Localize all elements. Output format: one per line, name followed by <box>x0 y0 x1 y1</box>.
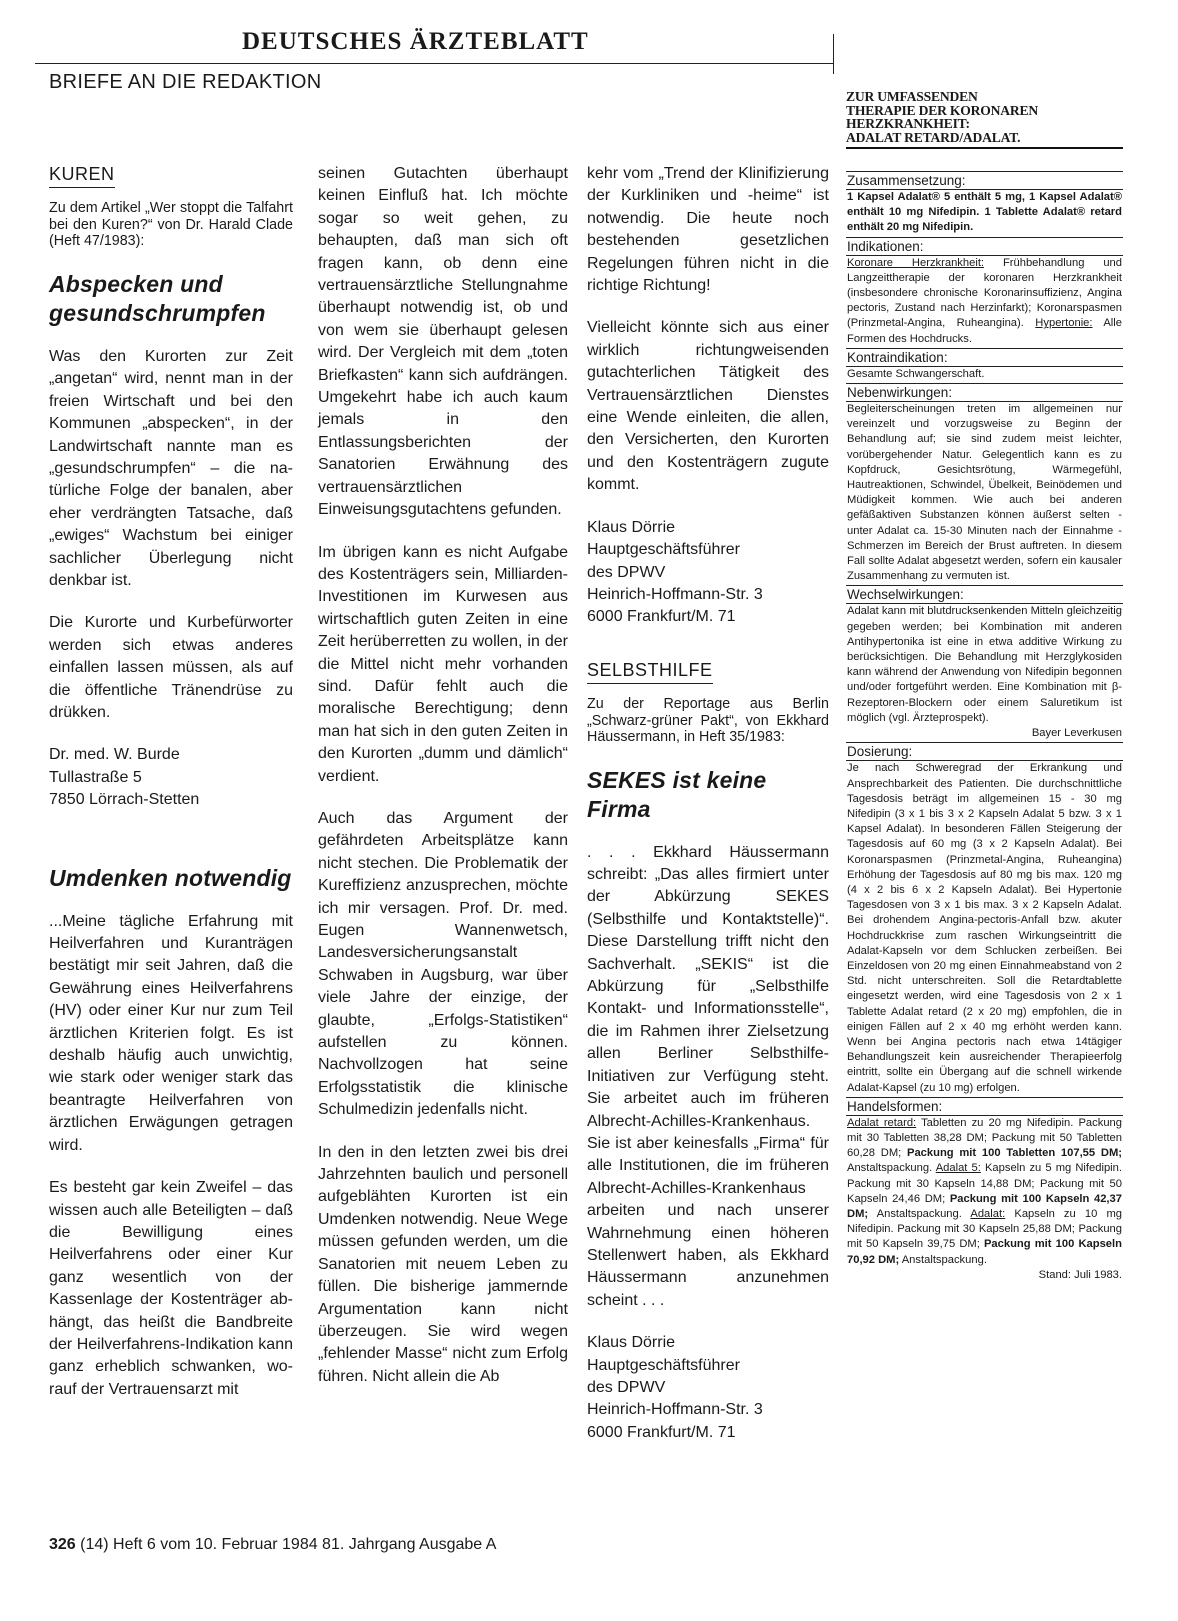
ad-title-line: HERZKRANKHEIT: <box>846 116 970 131</box>
ad-dosierung: Je nach Schweregrad der Erkrankung und Ansprechbarkeit des Patienten. Die durchschnittliche Tagesdosis beträgt im allgemeinen 15 - 30 mg Nifedipin (3 x 1 bis 3 x 2 Kapseln Adalat 5 bzw. 3 x 1 Kapsel Adalat). In besonderen Fällen Steigerung der Tagesdosis auf 60 mg (3 x 2 Kapseln Adalat). Bei Koronarspasmen (Prinzmetal-Angina, Ruheangina) Erhöhung der Tagesdosis auf 80 mg bis max. 120 mg (4 x 2 bis 6 x 2 Kapseln Adalat). Bei Hypertonie Tagesdosen von 3 x 1 bis max. 3 x 2 Kapseln Adalat. Bei drohendem Angina-pectoris-Anfall bzw. akuter Hochdruckkrise zum raschen Wirkungseintritt die Adalat-Kapseln vor dem Schlucken zerbeißen. Bei Einzeldosen von 20 mg einen Einnahmeabstand von 2 Std. nicht unterschreiten. Soll die Retardtablette eingesetzt werden, wird eine Tagesdosis von 2 x 1 Tablette Adalat retard (2 x 20 mg) empfohlen, die in einigen Fällen auf 2 x 40 mg erhöht werden kann. Wenn bei Angina pectoris nach etwa 14tägiger Behandlungszeit kein ausreichender Therapieerfolg eintritt, sollte ein Übergang auf die schnell wirkende Adalat-Kapsel (zu 10 mg) erfolgen. <box>847 762 1122 1094</box>
paragraph: Was den Kurorten zur Zeit „angetan“ wird, nennt man in der freien Wirtschaft und bei den Kommunen „abspecken“, in der Landwirtschaft nannte man es „gesundschrumpfen“ – die natürliche Folge der banalen, aber eher verdrängten Tatsache, daß „ewiges“ Wachstum bei einiger sachlicher Überlegung nicht denkbar ist. <box>49 347 293 589</box>
intro-selbsthilfe: Zu der Reportage aus Berlin „Schwarz-grüner Pakt“, von Ekkhard Häussermann, in Heft 35/1983: <box>587 696 829 746</box>
ad-text: Adalat 5: <box>935 1162 981 1175</box>
ad-text: Anstaltspackung. <box>868 1207 971 1220</box>
ad-text: Alle Formen des Hochdrucks. <box>847 317 1122 345</box>
signature-line: Heinrich-Hoffmann-Str. 3 <box>587 1401 763 1419</box>
ad-title-line: ADALAT RETARD/ADALAT. <box>846 129 1021 145</box>
paragraph: . . . Ekkhard Häussermann schreibt: „Das alles firmiert unter der Abkürzung SEKES (Selbsthilfe und Kontaktstelle)“. Diese Darstellung trifft nicht den Sachverhalt. „SEKIS“ ist die Abkürzung für „Selbsthilfe Kontakt- und Informationsstelle“, die im Rahmen ihrer Zielsetzung allen Berliner Selbsthilfe-Initiativen zur Verfügung steht. Sie arbeitet auch im früheren Albrecht-Achilles-Krankenhaus. Sie ist aber keinesfalls „Firma“ für alle Institutionen, die im früheren Albrecht-Achilles-Krankenhaus arbeiten und nach unserer Wahrnehmung einen höheren Stellenwert haben, als Ekkhard Häussermann anzunehmen scheint . . . <box>587 843 829 1309</box>
paragraph: ...Meine tägliche Erfahrung mit Heilverfahren und Kuranträgen bestätigt mir seit Jahren, daß die Gewährung eines Heilverfahrens (HV) oder einer Kur nur zum Teil ärztlichen Kriterien folgt. Es ist deshalb häufig auch unwichtig, wie stark oder weniger stark das beantragte Heilverfahren von ärztlichen Erwägungen getragen wird. <box>49 912 293 1154</box>
signature-line: 7850 Lörrach-Stetten <box>49 791 200 809</box>
ad-heading-indikationen: Indikationen: <box>846 237 1123 256</box>
masthead-divider <box>833 34 834 74</box>
headline-umdenken: Umdenken notwendig <box>49 864 292 891</box>
section-kuren: KUREN <box>49 163 115 188</box>
issue-info: (14) Heft 6 vom 10. Februar 1984 81. Jahrgang Ausgabe A <box>80 1536 497 1553</box>
ad-text: Frühbehandlung und Langzeittherapie der koronaren Herzkrankheit (insbesondere chronische Koronarinsuffizienz, Angina pectoris, Zustand nach Herzinfarkt); Koronarspasmen (Prinzmetal-Angina, Ruheangina). <box>847 256 1122 330</box>
signature-doerrie <box>587 1332 829 1444</box>
signature-line: des DPWV <box>587 1378 666 1396</box>
ad-heading-dosierung: Dosierung: <box>846 742 1123 761</box>
ad-heading-nebenwirkungen: Nebenwirkungen: <box>846 383 1123 402</box>
ad-text: Packung mit 100 Kapseln 70,92 DM; <box>847 1238 1122 1266</box>
signature-stadel <box>587 517 829 629</box>
page-number: 326 <box>49 1536 76 1553</box>
paragraph: Die Kurorte und Kurbefürworter werden sich etwas anderes einfallen lassen müssen, als auf die öffentliche Tränendrüse zu drükken. <box>49 614 293 721</box>
paragraph: Es besteht gar kein Zweifel – das wissen auch alle Beteiligten – daß die Bewilligung eines Heilverfahrens oder einer Kur ganz wesentlich von der Kassenlage der Kostenträger abhängt, das heißt die Bandbreite der Heilverfahrens-Indikation kann ganz erheblich schwanken, worauf der Vertrauensarzt mit <box>49 1179 293 1398</box>
ad-heading-handelsformen: Handelsformen: <box>846 1097 1123 1116</box>
masthead: DEUTSCHES ÄRZTEBLATT <box>242 28 589 55</box>
ad-text: Tabletten zu 20 mg Nifedipin. Packung mit 30 Tabletten 38,28 DM; Packung mit 50 Tabletten 60,28 DM; <box>847 1116 1122 1160</box>
signature-line: 6000 Frankfurt/M. 71 <box>587 608 736 626</box>
ad-heading-zusammensetzung: Zusammensetzung: <box>846 171 1123 190</box>
headline-sekes: SEKES ist keine Firma <box>587 766 767 822</box>
ad-text: Kapseln zu 5 mg Nifedipin. Packung mit 30 Kapseln 14,88 DM; Packung mit 50 Kapseln 24,46 DM; <box>847 1162 1122 1205</box>
ad-text: Adalat retard: <box>847 1116 917 1129</box>
signature-line: Klaus Dörrie <box>587 1334 676 1352</box>
ad-handelsformen <box>846 1116 1123 1268</box>
ad-text: Adalat: <box>970 1207 1006 1220</box>
rubric: BRIEFE AN DIE REDAKTION <box>49 71 322 93</box>
page-footer <box>49 1536 496 1554</box>
paragraph: Vielleicht könnte sich aus einer wirklich richtungweisenden gutachterlichen Tätigkeit des Vertrauensärztlichen Dienstes eine Wende einleiten, die allen, den Versicherten, den Kurorten und den Kostenträgern zugute kommt. <box>587 319 829 494</box>
signature-burde <box>49 744 293 811</box>
column-2 <box>318 163 568 1388</box>
ad-kontraindikation: Gesamte Schwangerschaft. <box>847 367 985 380</box>
ad-text: Anstaltspackung. <box>899 1253 987 1266</box>
ad-text: Koronare Herzkrankheit: <box>847 256 985 269</box>
column-3 <box>587 163 829 1444</box>
signature-line: Hauptgeschäftsführer <box>587 1356 740 1374</box>
paragraph: kehr vom „Trend der Klinifizierung der Kurkliniken und -heime“ ist notwendig. Die heute noch bestehenden gesetzlichen Regelungen führen nicht in die richtige Richtung! <box>587 165 829 295</box>
ad-title <box>846 90 1123 149</box>
signature-line: Tullastraße 5 <box>49 768 142 786</box>
column-1 <box>49 163 293 1401</box>
section-selbsthilfe: SELBSTHILFE <box>587 659 713 684</box>
header-rule <box>35 63 833 64</box>
ad-stand: Stand: Juli 1983. <box>1038 1268 1122 1281</box>
ad-title-line: THERAPIE DER KORONAREN <box>846 102 1038 118</box>
ad-text: Packung mit 100 Tabletten 107,55 DM; <box>906 1147 1122 1160</box>
ad-text: Kapseln zu 10 mg Nifedipin. Packung mit 30 Kapseln 25,88 DM; Packung mit 50 Kapseln 39,75 DM; <box>847 1207 1122 1251</box>
signature-line: Dr. med. W. Burde <box>49 746 180 764</box>
ad-manufacturer: Bayer Leverkusen <box>1031 727 1122 740</box>
ad-text: Anstaltspackung. <box>847 1162 936 1175</box>
intro-kuren: Zu dem Artikel „Wer stoppt die Talfahrt bei den Kuren?“ von Dr. Harald Clade (Heft 47/1983): <box>49 200 293 250</box>
ad-indikationen <box>846 256 1123 347</box>
ad-title-line: ZUR UMFASSENDEN <box>846 89 978 104</box>
ad-text: Packung mit 100 Kapseln 42,37 DM; <box>847 1192 1122 1220</box>
paragraph: In den in den letzten zwei bis drei Jahrzehnten baulich und personell aufgeblähten Kurorten ist ein Umdenken notwendig. Neue Wege müssen gefunden werden, um die Sanatorien mit neuem Leben zu füllen. Die bisherige jammernde Argumentation kann nicht überzeugen. Sie wird wegen „fehlender Masse“ nicht zum Erfolg führen. Nicht allein die Ab <box>318 1143 568 1385</box>
signature-line: 6000 Frankfurt/M. 71 <box>587 1423 736 1441</box>
ad-nebenwirkungen: Begleiterscheinungen treten im allgemeinen nur vereinzelt und vorzugsweise zu Beginn der Behandlung auf; sie sind zudem meist leichter, vorübergehender Natur. Gelegentlich kann es zu Kopfdruck, Gesichtsrötung, Wärmegefühl, Hautreaktionen, Schwindel, Übelkeit, Beinödemen und Müdigkeit kommen. Wie auch bei anderen gefäßaktiven Substanzen können äußerst selten - unter Adalat ca. 15-30 Minuten nach der Einnahme - Schmerzen im Bereich der Brust auftreten. In diesem Fall sollte Adalat abgesetzt werden, sofern ein kausaler Zusammenhang zu vermuten ist. <box>847 403 1122 583</box>
signature-line: des DPWV <box>587 563 666 581</box>
signature-line: Klaus Dörrie <box>587 518 676 536</box>
ad-text: Hypertonie: <box>1035 317 1093 330</box>
paragraph: Auch das Argument der gefährdeten Arbeitsplätze kann nicht stechen. Die Problematik der Kureffizienz anzusprechen, möchte ich mir versagen. Prof. Dr. med. Eugen Wannenwetsch, Landesversicherungsanstalt Schwaben in Augsburg, war über viele Jahre der einzige, der glaubte, „Erfolgs-Statistiken“ aufstellen zu können. Nachvollzogen hat seine Erfolgsstatistik die klinische Schulmedizin jedenfalls nicht. <box>318 809 568 1119</box>
adalat-advertisement <box>846 90 1123 1283</box>
signature-line: Heinrich-Hoffmann-Str. 3 <box>587 585 763 603</box>
ad-heading-wechselwirkungen: Wechselwirkungen: <box>846 585 1123 604</box>
ad-heading-kontraindikation: Kontraindikation: <box>846 348 1123 367</box>
paragraph: Im übrigen kann es nicht Aufgabe des Kostenträgers sein, Milliarden-Investitionen im Kurwesen aus wirtschaftlich guten Zeiten in eine Zeit herüberretten zu wollen, in der die Mittel nicht mehr vorhanden sind. Dafür fehlt auch die moralische Berechtigung; denn man hat sich in den guten Zeiten in den Kurorten „dumm und dämlich“ verdient. <box>318 543 568 785</box>
headline-abspecken: Abspecken und gesundschrumpfen <box>49 270 266 326</box>
paragraph: seinen Gutachten überhaupt keinen Einfluß hat. Ich möchte sogar so weit gehen, zu behaupten, daß man sich oft fragen kann, ob denn eine vertrauensärztliche Stellungnahme überhaupt notwendig ist, ob und von wem sie überhaupt gelesen wird. Der Vergleich mit dem „toten Briefkasten“ kann sich aufdrängen. Umgekehrt habe ich auch kaum jemals in den Entlassungsberichten der Sanatorien Erwähnung des vertrauensärztlichen Einweisungsgutachtens gefunden. <box>318 165 568 519</box>
ad-zusammensetzung: 1 Kapsel Adalat® 5 enthält 5 mg, 1 Kapsel Adalat® enthält 10 mg Nifedipin. 1 Tablette Adalat® retard enthält 20 mg Nifedipin. <box>847 191 1122 234</box>
signature-line: Hauptgeschäftsführer <box>587 541 740 559</box>
ad-wechselwirkungen: Adalat kann mit blutdrucksenkenden Mitteln gleichzeitig gegeben werden; bei Kombination mit anderen Antihypertonika ist eine in etwa additive Wirkung zu berücksichtigen. Die Behandlung mit Herzglykosiden kann während der Anwendung von Nifedipin begonnen und/oder fortgeführt werden. Eine Kombination mit β-Rezeptoren-Blockern oder einem Saluretikum ist möglich (vgl. Ärzteprospekt). <box>847 605 1122 724</box>
